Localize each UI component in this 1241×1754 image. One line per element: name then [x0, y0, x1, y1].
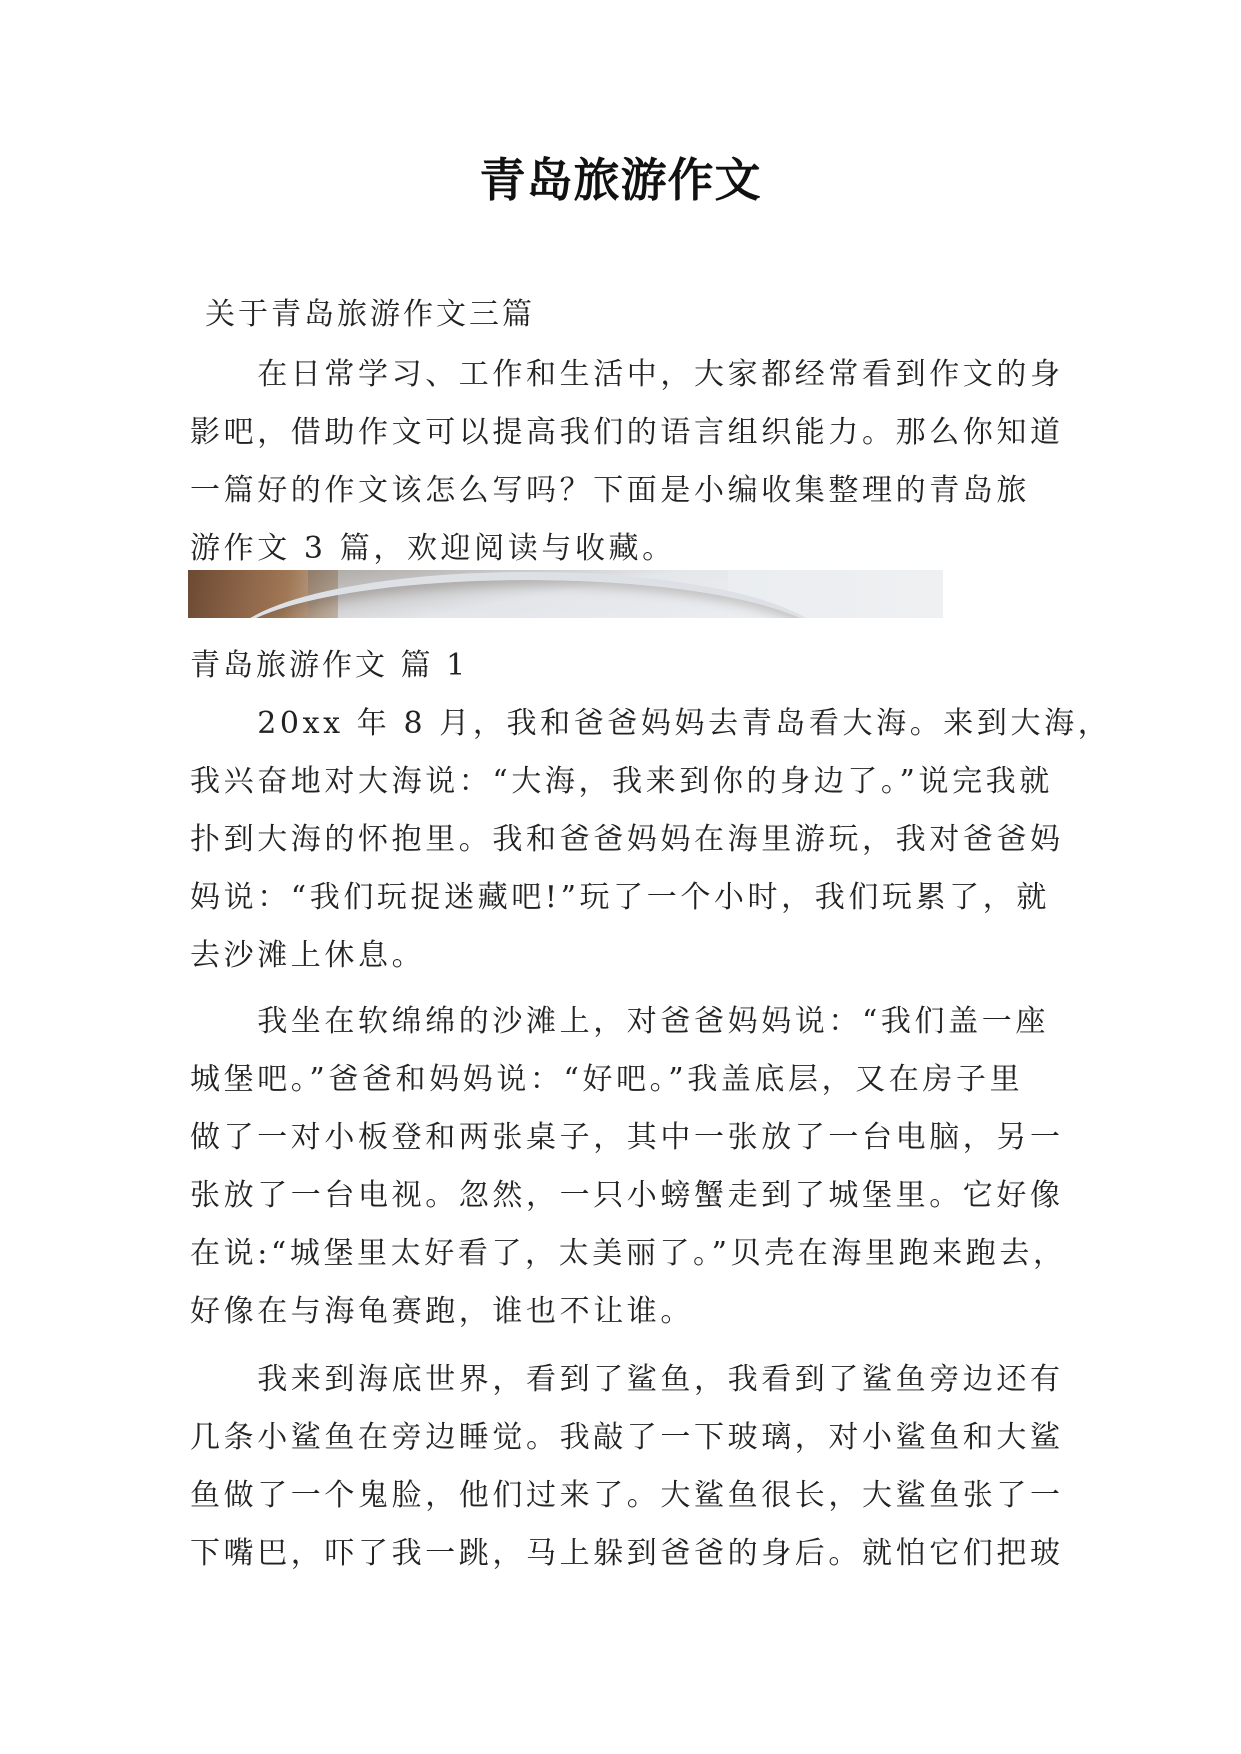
body-line: 在说:“城堡里太好看了，太美丽了。”贝壳在海里跑来跑去，	[190, 1236, 1067, 1271]
body-line: 妈说：“我们玩捉迷藏吧!”玩了一个小时，我们玩累了，就	[190, 880, 1050, 915]
body-line: 我兴奋地对大海说：“大海，我来到你的身边了。”说完我就	[190, 764, 1053, 799]
body-line: 张放了一台电视。忽然，一只小螃蟹走到了城堡里。它好像	[190, 1178, 1064, 1213]
intro-line: 在日常学习、工作和生活中，大家都经常看到作文的身	[190, 357, 1064, 392]
intro-line: 一篇好的作文该怎么写吗？下面是小编收集整理的青岛旅	[190, 473, 1030, 508]
body-line: 好像在与海龟赛跑，谁也不让谁。	[190, 1294, 694, 1329]
intro-line: 游作文 3 篇，欢迎阅读与收藏。	[190, 531, 676, 566]
body-line: 扑到大海的怀抱里。我和爸爸妈妈在海里游玩，我对爸爸妈	[190, 822, 1064, 857]
document-title: 青岛旅游作文	[479, 153, 762, 207]
banner-image	[188, 570, 943, 618]
body-line: 我坐在软绵绵的沙滩上，对爸爸妈妈说：“我们盖一座	[190, 1004, 1049, 1039]
body-line: 几条小鲨鱼在旁边睡觉。我敲了一下玻璃，对小鲨鱼和大鲨	[190, 1420, 1064, 1455]
intro-line: 影吧，借助作文可以提高我们的语言组织能力。那么你知道	[190, 415, 1064, 450]
body-line: 20xx 年 8 月，我和爸爸妈妈去青岛看大海。来到大海，	[190, 706, 1112, 741]
body-line: 做了一对小板登和两张桌子，其中一张放了一台电脑，另一	[190, 1120, 1064, 1155]
section-heading: 青岛旅游作文 篇 1	[190, 648, 469, 683]
body-line: 鱼做了一个鬼脸，他们过来了。大鲨鱼很长，大鲨鱼张了一	[190, 1478, 1064, 1513]
body-line: 下嘴巴，吓了我一跳，马上躲到爸爸的身后。就怕它们把玻	[190, 1536, 1064, 1571]
body-line: 我来到海底世界，看到了鲨鱼，我看到了鲨鱼旁边还有	[190, 1362, 1064, 1397]
document-subtitle: 关于青岛旅游作文三篇	[205, 297, 535, 332]
body-line: 去沙滩上休息。	[190, 938, 426, 973]
body-line: 城堡吧。”爸爸和妈妈说：“好吧。”我盖底层，又在房子里	[190, 1062, 1024, 1097]
